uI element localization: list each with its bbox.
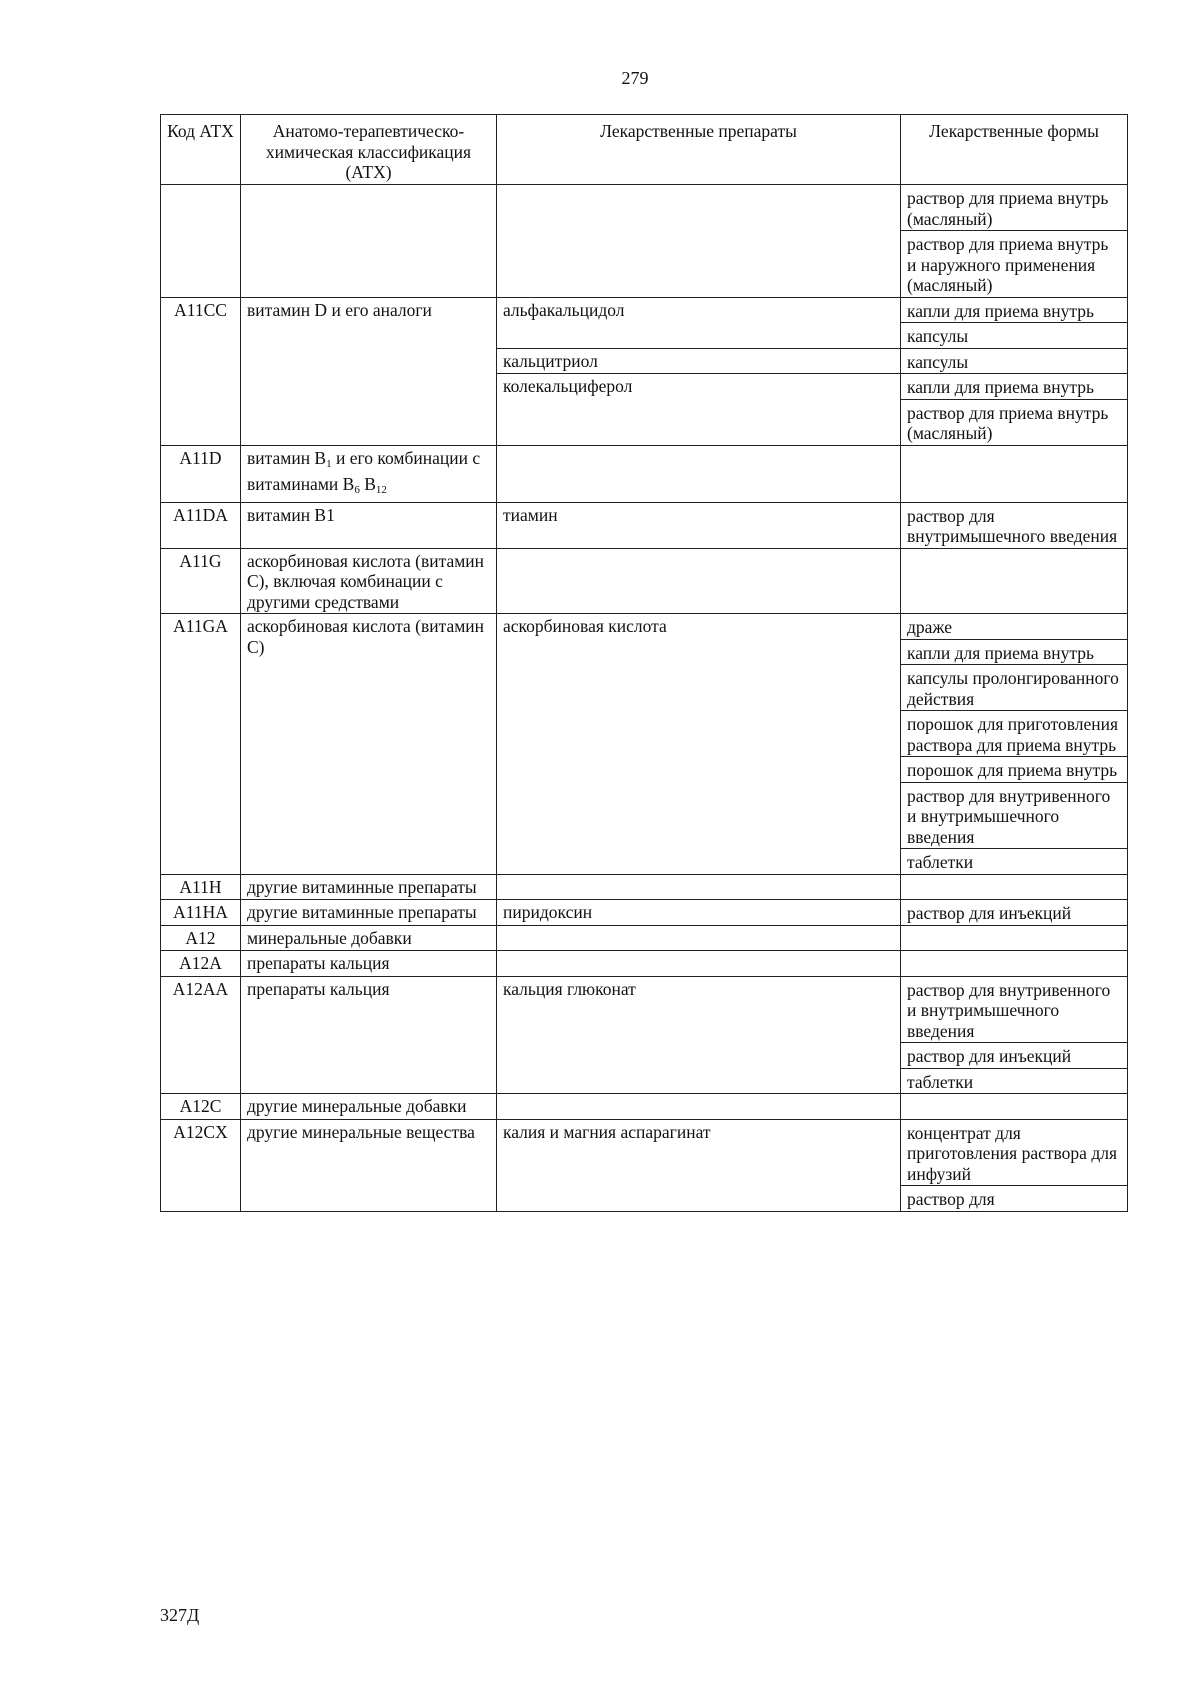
atc-code-cell: A12A	[161, 951, 241, 977]
atc-code-cell: A12CX	[161, 1119, 241, 1211]
drug-cell: аскорбиновая кислота	[497, 614, 901, 875]
drug-cell: альфакальцидол	[497, 297, 901, 348]
classification-cell: другие минеральные вещества	[241, 1119, 497, 1211]
dosage-form-item: таблетки	[907, 852, 974, 872]
classification-text: витамин B	[247, 447, 327, 468]
dosage-form-item: раствор для приема внутрь (масляный)	[907, 402, 1109, 443]
table-row	[161, 874, 1128, 900]
forms-cell	[901, 374, 1128, 446]
classification-cell: препараты кальция	[241, 976, 497, 1094]
classification-cell: другие минеральные добавки	[241, 1094, 497, 1120]
footer-code: 327Д	[160, 1605, 200, 1625]
dosage-form-item: раствор для инъекций	[901, 1043, 1127, 1069]
drug-cell	[497, 951, 901, 977]
dosage-form-item: драже	[901, 614, 1127, 640]
forms-cell	[901, 900, 1128, 926]
forms-cell	[901, 297, 1128, 348]
atc-code-cell: A12	[161, 925, 241, 951]
drug-cell	[497, 445, 901, 502]
dosage-form-item: раствор для инъекций	[907, 903, 1072, 923]
dosage-form-item	[901, 926, 1127, 951]
dosage-form-item: капсулы	[907, 326, 969, 346]
forms-cell	[901, 502, 1128, 548]
atc-code-cell: A11DA	[161, 502, 241, 548]
table-row	[161, 502, 1128, 548]
drug-cell	[497, 874, 901, 900]
classification-text: и его комбинации с витаминами B	[247, 447, 481, 494]
forms-cell	[901, 185, 1128, 298]
atc-code-cell: A12AA	[161, 976, 241, 1094]
dosage-form-item: порошок для приема внутрь	[901, 757, 1127, 783]
header-drugs: Лекарственные препараты	[497, 115, 901, 185]
forms-cell	[901, 951, 1128, 977]
dosage-form-item	[901, 549, 1127, 574]
atc-code-cell: A11CC	[161, 297, 241, 445]
drug-cell: кальцитриол	[497, 348, 901, 374]
dosage-form-item	[901, 951, 1127, 976]
classification-cell: аскорбиновая кислота (витамин C), включая комбинации с другими средствами	[241, 548, 497, 614]
classification-cell: витамин B1	[241, 502, 497, 548]
atc-code-cell: A11HA	[161, 900, 241, 926]
table-row	[161, 976, 1128, 1094]
atc-code-cell: A11H	[161, 874, 241, 900]
atc-code-cell	[161, 185, 241, 298]
subscript-index: 6	[354, 484, 360, 496]
forms-cell	[901, 614, 1128, 875]
classification-cell: витамин D и его аналоги	[241, 297, 497, 445]
atc-table	[160, 114, 1128, 1212]
drug-cell: калия и магния аспарагинат	[497, 1119, 901, 1211]
classification-cell: другие витаминные препараты	[241, 900, 497, 926]
dosage-form-item: капли для приема внутрь	[901, 640, 1127, 666]
dosage-form-item	[901, 1094, 1127, 1119]
classification-cell: минеральные добавки	[241, 925, 497, 951]
atc-code-cell: A11D	[161, 445, 241, 502]
forms-cell	[901, 348, 1128, 374]
table-row	[161, 614, 1128, 875]
table-row	[161, 1094, 1128, 1120]
forms-cell	[901, 874, 1128, 900]
drug-cell	[497, 1094, 901, 1120]
classification-cell	[241, 185, 497, 298]
forms-cell	[901, 1119, 1128, 1211]
table-row	[161, 1119, 1128, 1211]
drug-cell: кальция глюконат	[497, 976, 901, 1094]
table-row	[161, 951, 1128, 977]
forms-cell	[901, 1094, 1128, 1120]
dosage-form-item: капли для приема внутрь	[901, 298, 1127, 324]
header-code: Код АТХ	[161, 115, 241, 185]
page-number: 279	[621, 68, 649, 88]
dosage-form-item: капли для приема внутрь	[901, 374, 1127, 400]
atc-code-cell: A11GA	[161, 614, 241, 875]
table-row	[161, 297, 1128, 348]
dosage-form-item: раствор для внутривенного и внутримышечного введения	[901, 783, 1127, 850]
dosage-form-item: раствор для	[907, 1189, 995, 1209]
dosage-form-item: концентрат для приготовления раствора для инфузий	[901, 1120, 1127, 1187]
forms-cell	[901, 925, 1128, 951]
table-row	[161, 548, 1128, 614]
dosage-form-item: порошок для приготовления раствора для приема внутрь	[901, 711, 1127, 757]
classification-cell: другие витаминные препараты	[241, 874, 497, 900]
dosage-form-item	[901, 875, 1127, 900]
forms-cell	[901, 548, 1128, 614]
dosage-form-item	[901, 446, 1127, 471]
atc-code-cell: A11G	[161, 548, 241, 614]
classification-text: B	[359, 474, 376, 494]
drug-cell: пиридоксин	[497, 900, 901, 926]
dosage-form-item: раствор для приема внутрь и наружного применения (масляный)	[907, 234, 1109, 295]
header-forms: Лекарственные формы	[901, 115, 1128, 185]
drug-cell	[497, 925, 901, 951]
subscript-index: 1	[326, 457, 332, 470]
table-row	[161, 445, 1128, 502]
header-classification: Анатомо-терапевтическо-химическая классификация (АТХ)	[241, 115, 497, 185]
header-row	[161, 115, 1128, 185]
dosage-form-item: таблетки	[907, 1071, 974, 1092]
dosage-form-item: раствор для внутривенного и внутримышечного введения	[901, 977, 1127, 1044]
table-row	[161, 900, 1128, 926]
dosage-form-item: капсулы пролонгированного действия	[901, 665, 1127, 711]
classification-cell: аскорбиновая кислота (витамин C)	[241, 614, 497, 875]
forms-cell	[901, 445, 1128, 502]
classification-cell	[241, 445, 497, 502]
atc-code-cell: A12C	[161, 1094, 241, 1120]
forms-cell	[901, 976, 1128, 1094]
dosage-form-item: капсулы	[907, 351, 969, 372]
atc-table-body	[161, 115, 1128, 1212]
subscript-index: 12	[375, 484, 387, 496]
table-row	[161, 185, 1128, 298]
drug-cell: тиамин	[497, 502, 901, 548]
dosage-form-item: раствор для внутримышечного введения	[907, 505, 1118, 546]
classification-cell: препараты кальция	[241, 951, 497, 977]
table-row	[161, 925, 1128, 951]
drug-cell	[497, 548, 901, 614]
drug-cell	[497, 185, 901, 298]
drug-cell: колекальциферол	[497, 374, 901, 446]
dosage-form-item: раствор для приема внутрь (масляный)	[901, 185, 1127, 231]
